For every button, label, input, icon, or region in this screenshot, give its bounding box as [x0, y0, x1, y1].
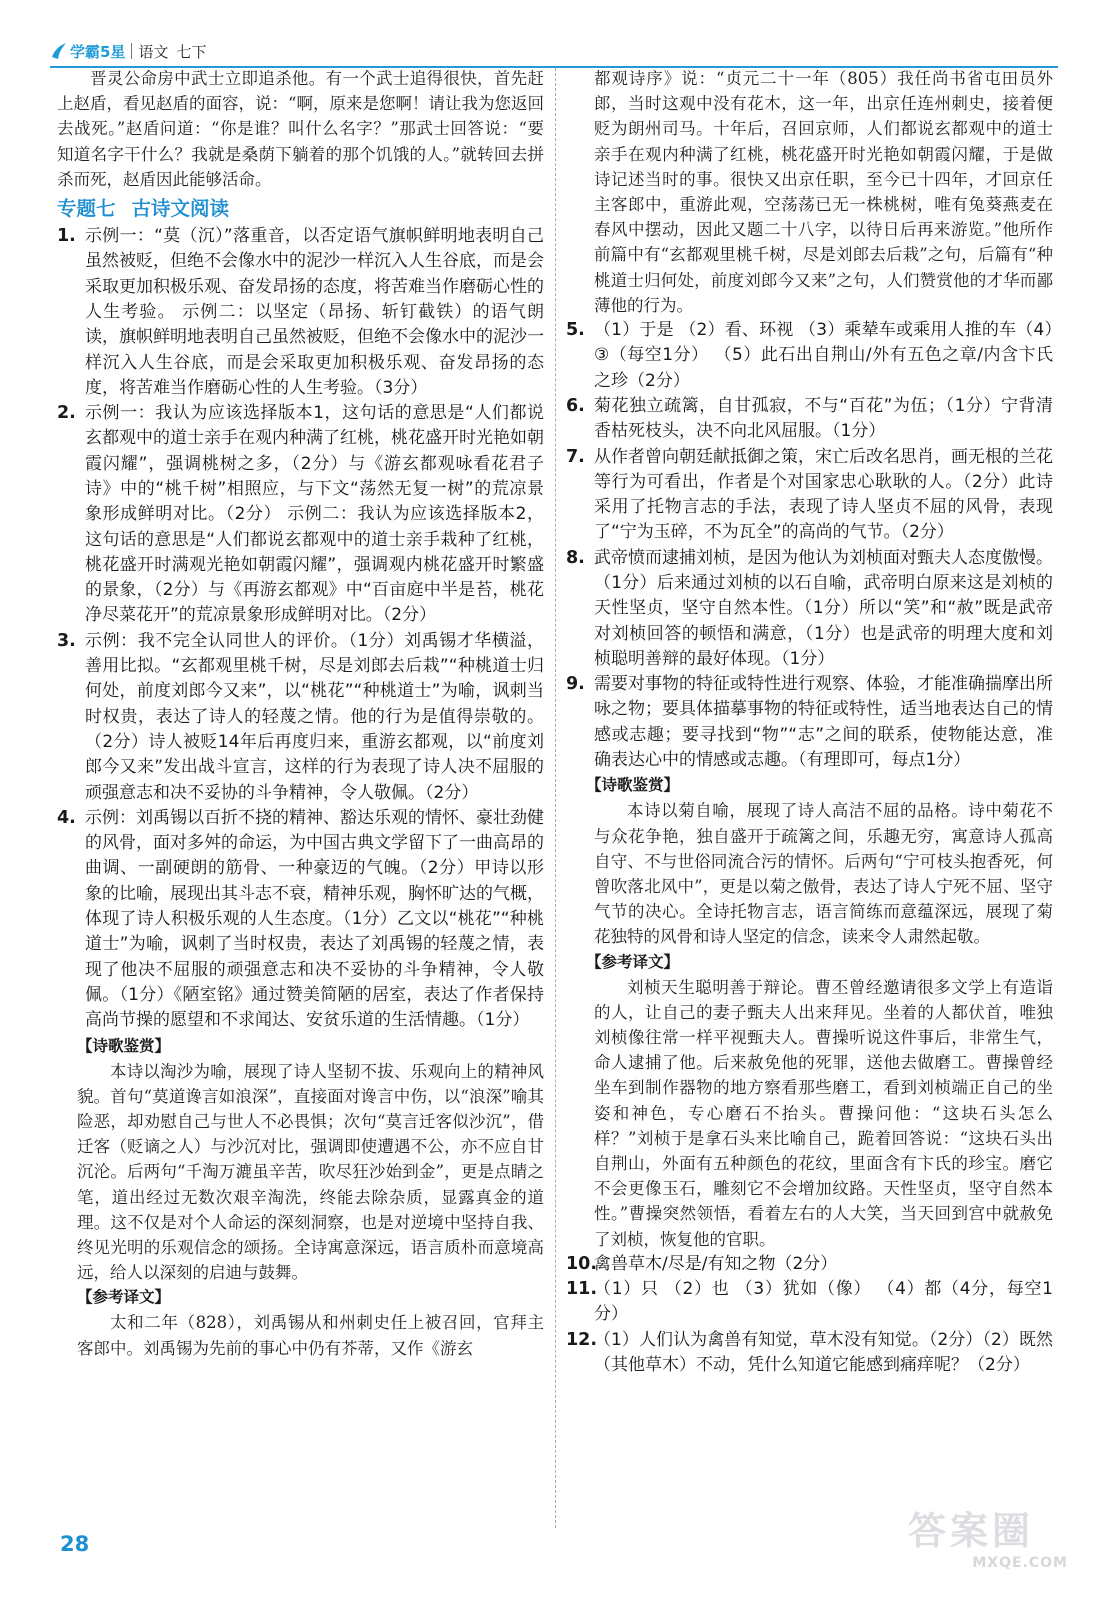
answer-item [566, 1277, 1053, 1328]
header-divider [131, 43, 132, 59]
item-text: 示例一：我认为应该选择版本1，这句话的意思是“人们都说玄都观中的道士亲手在观内种满了红桃，桃花盛开时光艳如朝霞闪耀”，强调桃树之多，（2分）与《游玄都观咏看花君子诗》中的“桃千树”相照应，与下文“荡然无复一树”的荒凉景象形成鲜明对比。（2分） 示例二：我认为应该选择版本2，这句话的意思是“人们都说玄都观中的道士亲手栽种了红桃，桃花盛开时满观光艳如朝霞闪耀”，强调观内桃花盛开时繁盛的景象，（2分）与《再游玄都观》中“百亩庭中半是苔，桃花净尽菜花开”的荒凉景象形成鲜明对比。（2分） [85, 403, 544, 626]
page-header [50, 34, 206, 68]
answer-item [566, 546, 1053, 672]
item-number: 12. [566, 1329, 598, 1350]
item-text: 示例：我不完全认同世人的评价。（1分）刘禹锡才华横溢，善用比拟。“玄都观里桃千树，尽是刘郎去后栽”“种桃道士归何处，前度刘郎今又来”，以“桃花”“种桃道士”为喻，讽刺当时权贵，表达了诗人的轻蔑之情。他的行为是值得崇敬的。（2分）诗人被贬14年后再度归来，重游玄都观，以“前度刘郎今又来”发出战斗宣言，这样的行为表现了诗人决不屈服的顽强意志和决不妥协的斗争精神，令人敬佩。（2分） [85, 630, 544, 803]
translation-tag: 【参考译文】 [586, 952, 680, 971]
site-watermark [908, 1500, 1068, 1580]
subject-label: 语文 [138, 42, 169, 61]
item-text: 禽兽草木/尽是/有知之物（2分） [594, 1253, 838, 1274]
item-text: （1）人们认为禽兽有知觉，草木没有知觉。（2分）（2）既然（其他草木）不动，凭什么知道它能感到痛痒呢？（2分） [594, 1329, 1053, 1376]
poem-appreciation: 本诗以菊自喻，展现了诗人高洁不屈的品格。诗中菊花不与众花争艳，独自盛开于疏篱之间，乐趣无穷，寓意诗人孤高自守、不与世俗同流合污的情怀。后两句“宁可枝头抱香死，何曾吹落北风中”，更是以菊之傲骨，表达了诗人宁死不屈、坚守气节的决心。全诗托物言志，语言简练而意蕴深远，展现了菊花独特的风骨和诗人坚定的信念，读来令人肃然起敬。 [594, 801, 1053, 947]
brand-name: 学霸5星 [70, 42, 126, 61]
poem-appreciation-tag: 【诗歌鉴赏】 [586, 776, 680, 795]
grade-label: 七下 [176, 42, 207, 61]
answer-item [566, 1252, 1053, 1277]
item-number: 4. [57, 807, 76, 828]
item-number: 2. [57, 403, 76, 424]
item-number: 10. [566, 1253, 598, 1274]
item-number: 8. [566, 547, 585, 568]
answer-item [57, 224, 544, 401]
item-number: 11. [566, 1279, 598, 1300]
item-text: （1）只 （2）也 （3）犹如（像） （4）都（4分，每空1分） [594, 1279, 1053, 1325]
item-number: 1. [57, 226, 76, 247]
answer-item [566, 318, 1053, 394]
watermark-text: 答案圈 [908, 1509, 1035, 1553]
left-column [57, 66, 544, 1361]
item-text: 菊花独立疏篱，自甘孤寂，不与“百花”为伍；（1分）宁背清香枯死枝头，决不向北风屈服。（1分） [594, 395, 1053, 442]
reference-translation: 刘桢天生聪明善于辩论。曹丕曾经邀请很多文学上有造诣的人，让自己的妻子甄夫人出来拜见。坐着的人都伏首，唯独刘桢像往常一样平视甄夫人。曹操听说这件事后，非常生气，命人逮捕了他。后来赦免他的死罪，送他去做磨工。曹操曾经坐车到制作器物的地方察看那些磨工，看到刘桢端正自己的坐姿和神色，专心磨石不抬头。曹操问他：“这块石头怎么样？”刘桢于是拿石头来比喻自己，跪着回答说：“这块石头出自荆山，外面有五种颜色的花纹，里面含有卞氏的珍宝。磨它不会更像玉石，雕刻它不会增加纹路。天性坚贞，坚守自然本性。”曹操突然领悟，看着左右的人大笑，当天回到宫中就赦免了刘桢，恢复他的官职。 [594, 977, 1053, 1249]
item-number: 5. [566, 320, 585, 341]
answer-item [566, 672, 1053, 773]
column-divider [555, 68, 556, 1528]
translation-tag: 【参考译文】 [77, 1288, 171, 1307]
continued-translation: 晋灵公命房中武士立即追杀他。有一个武士追得很快，首先赶上赵盾，看见赵盾的面容，说：“啊，原来是您啊！请让我为您返回去战死。”赵盾问道：“你是谁？叫什么名字？”那武士回答说：“要知道名字干什么？我就是桑荫下躺着的那个饥饿的人。”就转回去拼杀而死，赵盾因此能够活命。 [57, 69, 544, 189]
star-swoosh-icon [50, 41, 68, 61]
page-number: 28 [60, 1532, 90, 1556]
item-text: 示例：刘禹锡以百折不挠的精神、豁达乐观的情怀、豪壮劲健的风骨，面对多舛的命运，为中国古典文学留下了一曲高昂的曲调、一副硬朗的筋骨、一种豪迈的气魄。（2分）甲诗以形象的比喻，展现出其斗志不衰，精神乐观，胸怀旷达的气概，体现了诗人积极乐观的人生态度。（1分）乙文以“桃花”“种桃道士”为喻，讽刺了当时权贵，表达了刘禹锡的轻蔑之情，表现了他决不屈服的顽强意志和决不妥协的斗争精神，令人敬佩。（1分）《陋室铭》通过赞美简陋的居室，表达了作者保持高尚节操的愿望和不求闻达、安贫乐道的生活情趣。（1分） [85, 807, 544, 1031]
answer-item [57, 401, 544, 629]
continued-translation: 都观诗序》说：“贞元二十一年（805）我任尚书省屯田员外郎，当时这观中没有花木，这一年，出京任连州刺史，接着便贬为朗州司马。十年后，召回京师，人们都说玄都观中的道士亲手在观内种满了红桃，桃花盛开时光艳如朝霞闪耀，于是做诗记述当时的事。很快又出京任职，至今已十四年，才回京任主客郎中，重游此观，空荡荡已无一株桃树，唯有兔葵燕麦在春风中摆动，因此又题二十八字，以待日后再来游览。”他所作前篇中有“玄都观里桃千树，尽是刘郎去后栽”之句，后篇有“种桃道士归何处，前度刘郎今又来”之句，人们赞赏他的才华而鄙薄他的行为。 [594, 69, 1053, 315]
item-number: 7. [566, 446, 585, 467]
brand-logo [50, 41, 125, 62]
section-heading [57, 194, 544, 224]
reference-translation: 太和二年（828），刘禹锡从和州刺史任上被召回，官拜主客郎中。刘禹锡为先前的事心中仍有芥蒂，又作《游玄 [77, 1313, 544, 1358]
section-number: 专题七 [57, 197, 116, 221]
answer-item [566, 445, 1053, 546]
answer-item [566, 1328, 1053, 1379]
watermark-url: MXQE.COM [972, 1555, 1068, 1571]
item-number: 6. [566, 395, 585, 416]
item-text: 从作者曾向朝廷献抵御之策，宋亡后改名思肖，画无根的兰花等行为可看出，作者是个对国家忠心耿耿的人。（2分）此诗采用了托物言志的手法，表现了诗人坚贞不屈的风骨，表现了“宁为玉碎，不为瓦全”的高尚的气节。（2分） [594, 446, 1053, 543]
answer-item [566, 394, 1053, 445]
answer-item [57, 806, 544, 1034]
item-text: （1）于是 （2）看、环视 （3）乘辇车或乘用人推的车（4）③（每空1分） （5）此石出自荆山/外有五色之章/内含卞氏之珍（2分） [594, 320, 1053, 391]
item-text: 需要对事物的特征或特性进行观察、体验，才能准确揣摩出所咏之物；要具体描摹事物的特征或特性，适当地表达自己的情感或志趣；要寻找到“物”“志”之间的联系，使物能达意，准确表达心中的情感或志趣。（有理即可，每点1分） [594, 674, 1053, 771]
item-text: 武帝愤而逮捕刘桢，是因为他认为刘桢面对甄夫人态度傲慢。（1分）后来通过刘桢的以石自喻，武帝明白原来这是刘桢的天性坚贞，坚守自然本性。（1分）所以“笑”和“赦”既是武帝对刘桢回答的顿悟和满意，（1分）也是武帝的明理大度和刘桢聪明善辩的最好体现。（1分） [594, 547, 1053, 669]
poem-appreciation-tag: 【诗歌鉴赏】 [77, 1036, 171, 1055]
item-number: 3. [57, 630, 76, 651]
item-number: 9. [566, 674, 585, 695]
answer-item [57, 629, 544, 806]
item-text: 示例一：“莫（沉）”落重音，以否定语气旗帜鲜明地表明自己虽然被贬，但绝不会像水中的泥沙一样沉入人生谷底，而是会采取更加积极乐观、奋发昂扬的态度，将苦难当作磨砺心性的人生考验。 示例二：以坚定（昂扬、斩钉截铁）的语气朗读，旗帜鲜明地表明自己虽然被贬，但绝不会像水中的泥沙一样沉入人生谷底，而是会采取更加积极乐观、奋发昂扬的态度，将苦难当作磨砺心性的人生考验。（3分） [85, 226, 544, 398]
poem-appreciation: 本诗以淘沙为喻，展现了诗人坚韧不拔、乐观向上的精神风貌。首句“莫道谗言如浪深”，直接面对谗言中伤，以“浪深”喻其险恶，却劝慰自己与世人不必畏惧；次句“莫言迁客似沙沉”，借迁客（贬谪之人）与沙沉对比，强调即使遭遇不公，亦不应自甘沉沦。后两句“千淘万漉虽辛苦，吹尽狂沙始到金”，更是点睛之笔，道出经过无数次艰辛淘洗，终能去除杂质，显露真金的道理。这不仅是对个人命运的深刻洞察，也是对逆境中坚持自我、终见光明的乐观信念的颂扬。全诗寓意深远，语言质朴而意境高远，给人以深刻的启迪与鼓舞。 [77, 1061, 544, 1283]
right-column [566, 66, 1053, 1378]
section-title: 古诗文阅读 [131, 197, 230, 221]
